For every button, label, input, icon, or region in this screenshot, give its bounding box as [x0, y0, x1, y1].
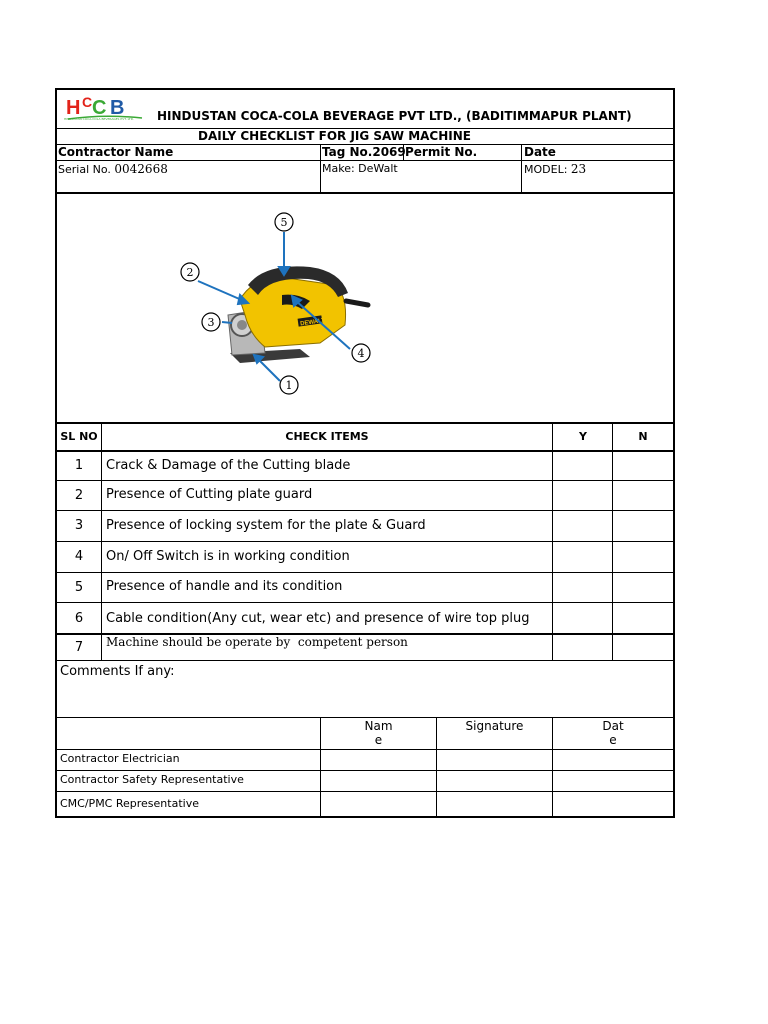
- header-y: Y: [579, 430, 587, 443]
- comments-label: Comments If any:: [60, 664, 175, 679]
- row-3-y-cell[interactable]: [553, 511, 612, 541]
- row-5-item: Presence of handle and its condition: [106, 579, 343, 594]
- row-7-n-cell[interactable]: [613, 635, 673, 660]
- row-3-item: Presence of locking system for the plate & Guard: [106, 518, 426, 533]
- row-7-sl: 7: [74, 640, 84, 655]
- signoff-row-1-name-cell[interactable]: [321, 750, 436, 770]
- callout-2: 2: [186, 266, 194, 279]
- signoff-row-cmc-pmc: CMC/PMC Representative: [60, 797, 199, 810]
- signoff-row-1-signature-cell[interactable]: [437, 750, 552, 770]
- serial-row: [58, 162, 168, 176]
- row-5-sl: 5: [74, 580, 84, 595]
- jigsaw-diagram: [170, 205, 380, 405]
- row-5-n-cell[interactable]: [613, 573, 673, 602]
- permit-no-label: Permit No.: [405, 145, 478, 159]
- signoff-row-2-signature-cell[interactable]: [437, 771, 552, 791]
- page-title: DAILY CHECKLIST FOR JIG SAW MACHINE: [198, 129, 471, 143]
- serial-label: Serial No.: [58, 163, 111, 176]
- signoff-row-1-date-cell[interactable]: [553, 750, 673, 770]
- row-4-sl: 4: [74, 549, 84, 564]
- logo-subtext: HINDUSTAN COCA-COLA BEVERAGES PVT. LTD.: [64, 117, 135, 121]
- row-4-item: On/ Off Switch is in working condition: [106, 549, 350, 564]
- row-7-item: Machine should be operate by competent person: [106, 635, 408, 649]
- row-2-item: Presence of Cutting plate guard: [106, 487, 313, 502]
- model-value: 23: [570, 162, 587, 176]
- callout-5: 5: [280, 216, 288, 229]
- signoff-row-2-date-cell[interactable]: [553, 771, 673, 791]
- brand-label: DEWALT: [299, 317, 326, 328]
- svg-text:C: C: [92, 97, 107, 119]
- row-6-item: Cable condition(Any cut, wear etc) and presence of wire top plug: [106, 611, 530, 626]
- company-name: HINDUSTAN COCA-COLA BEVERAGE PVT LTD., (BADITIMMAPUR PLANT): [157, 109, 632, 123]
- row-6-y-cell[interactable]: [553, 603, 612, 633]
- callout-1: 1: [285, 379, 293, 392]
- contractor-name-label: Contractor Name: [58, 145, 174, 159]
- signoff-row-3-date-cell[interactable]: [553, 792, 673, 816]
- row-3-sl: 3: [74, 518, 84, 533]
- header-check-items: CHECK ITEMS: [285, 430, 369, 443]
- row-4-n-cell[interactable]: [613, 542, 673, 572]
- svg-text:H: H: [66, 97, 81, 119]
- row-2-sl: 2: [74, 488, 84, 503]
- make-label: Make: DeWalt: [322, 162, 398, 175]
- model-label: MODEL:: [524, 163, 568, 176]
- row-1-sl: 1: [74, 458, 84, 473]
- date-label: Date: [524, 145, 556, 159]
- callout-4: 4: [357, 347, 365, 360]
- tag-no: Tag No.2069: [322, 145, 406, 159]
- row-2-y-cell[interactable]: [553, 481, 612, 510]
- header-n: N: [638, 430, 648, 443]
- row-6-sl: 6: [74, 611, 84, 626]
- row-1-y-cell[interactable]: [553, 452, 612, 479]
- serial-value: 0042668: [114, 162, 168, 176]
- signoff-header-signature: Signature: [465, 719, 524, 733]
- signoff-row-contractor-electrician: Contractor Electrician: [60, 752, 180, 765]
- signoff-header-date: Dat e: [602, 719, 624, 747]
- row-4-y-cell[interactable]: [553, 542, 612, 572]
- comments-field[interactable]: [58, 682, 672, 716]
- signoff-row-3-name-cell[interactable]: [321, 792, 436, 816]
- signoff-header-name: Nam e: [364, 719, 393, 747]
- row-3-n-cell[interactable]: [613, 511, 673, 541]
- callout-3: 3: [207, 316, 215, 329]
- row-5-y-cell[interactable]: [553, 573, 612, 602]
- row-7-y-cell[interactable]: [553, 635, 612, 660]
- row-1-n-cell[interactable]: [613, 452, 673, 479]
- header-sl-no: SL NO: [60, 430, 98, 443]
- row-2-n-cell[interactable]: [613, 481, 673, 510]
- svg-text:B: B: [110, 97, 125, 119]
- signoff-row-contractor-safety: Contractor Safety Representative: [60, 773, 244, 786]
- svg-text:C: C: [82, 94, 93, 110]
- row-6-n-cell[interactable]: [613, 603, 673, 633]
- signoff-row-3-signature-cell[interactable]: [437, 792, 552, 816]
- model-row: [524, 162, 586, 176]
- signoff-row-2-name-cell[interactable]: [321, 771, 436, 791]
- row-1-item: Crack & Damage of the Cutting blade: [106, 458, 351, 473]
